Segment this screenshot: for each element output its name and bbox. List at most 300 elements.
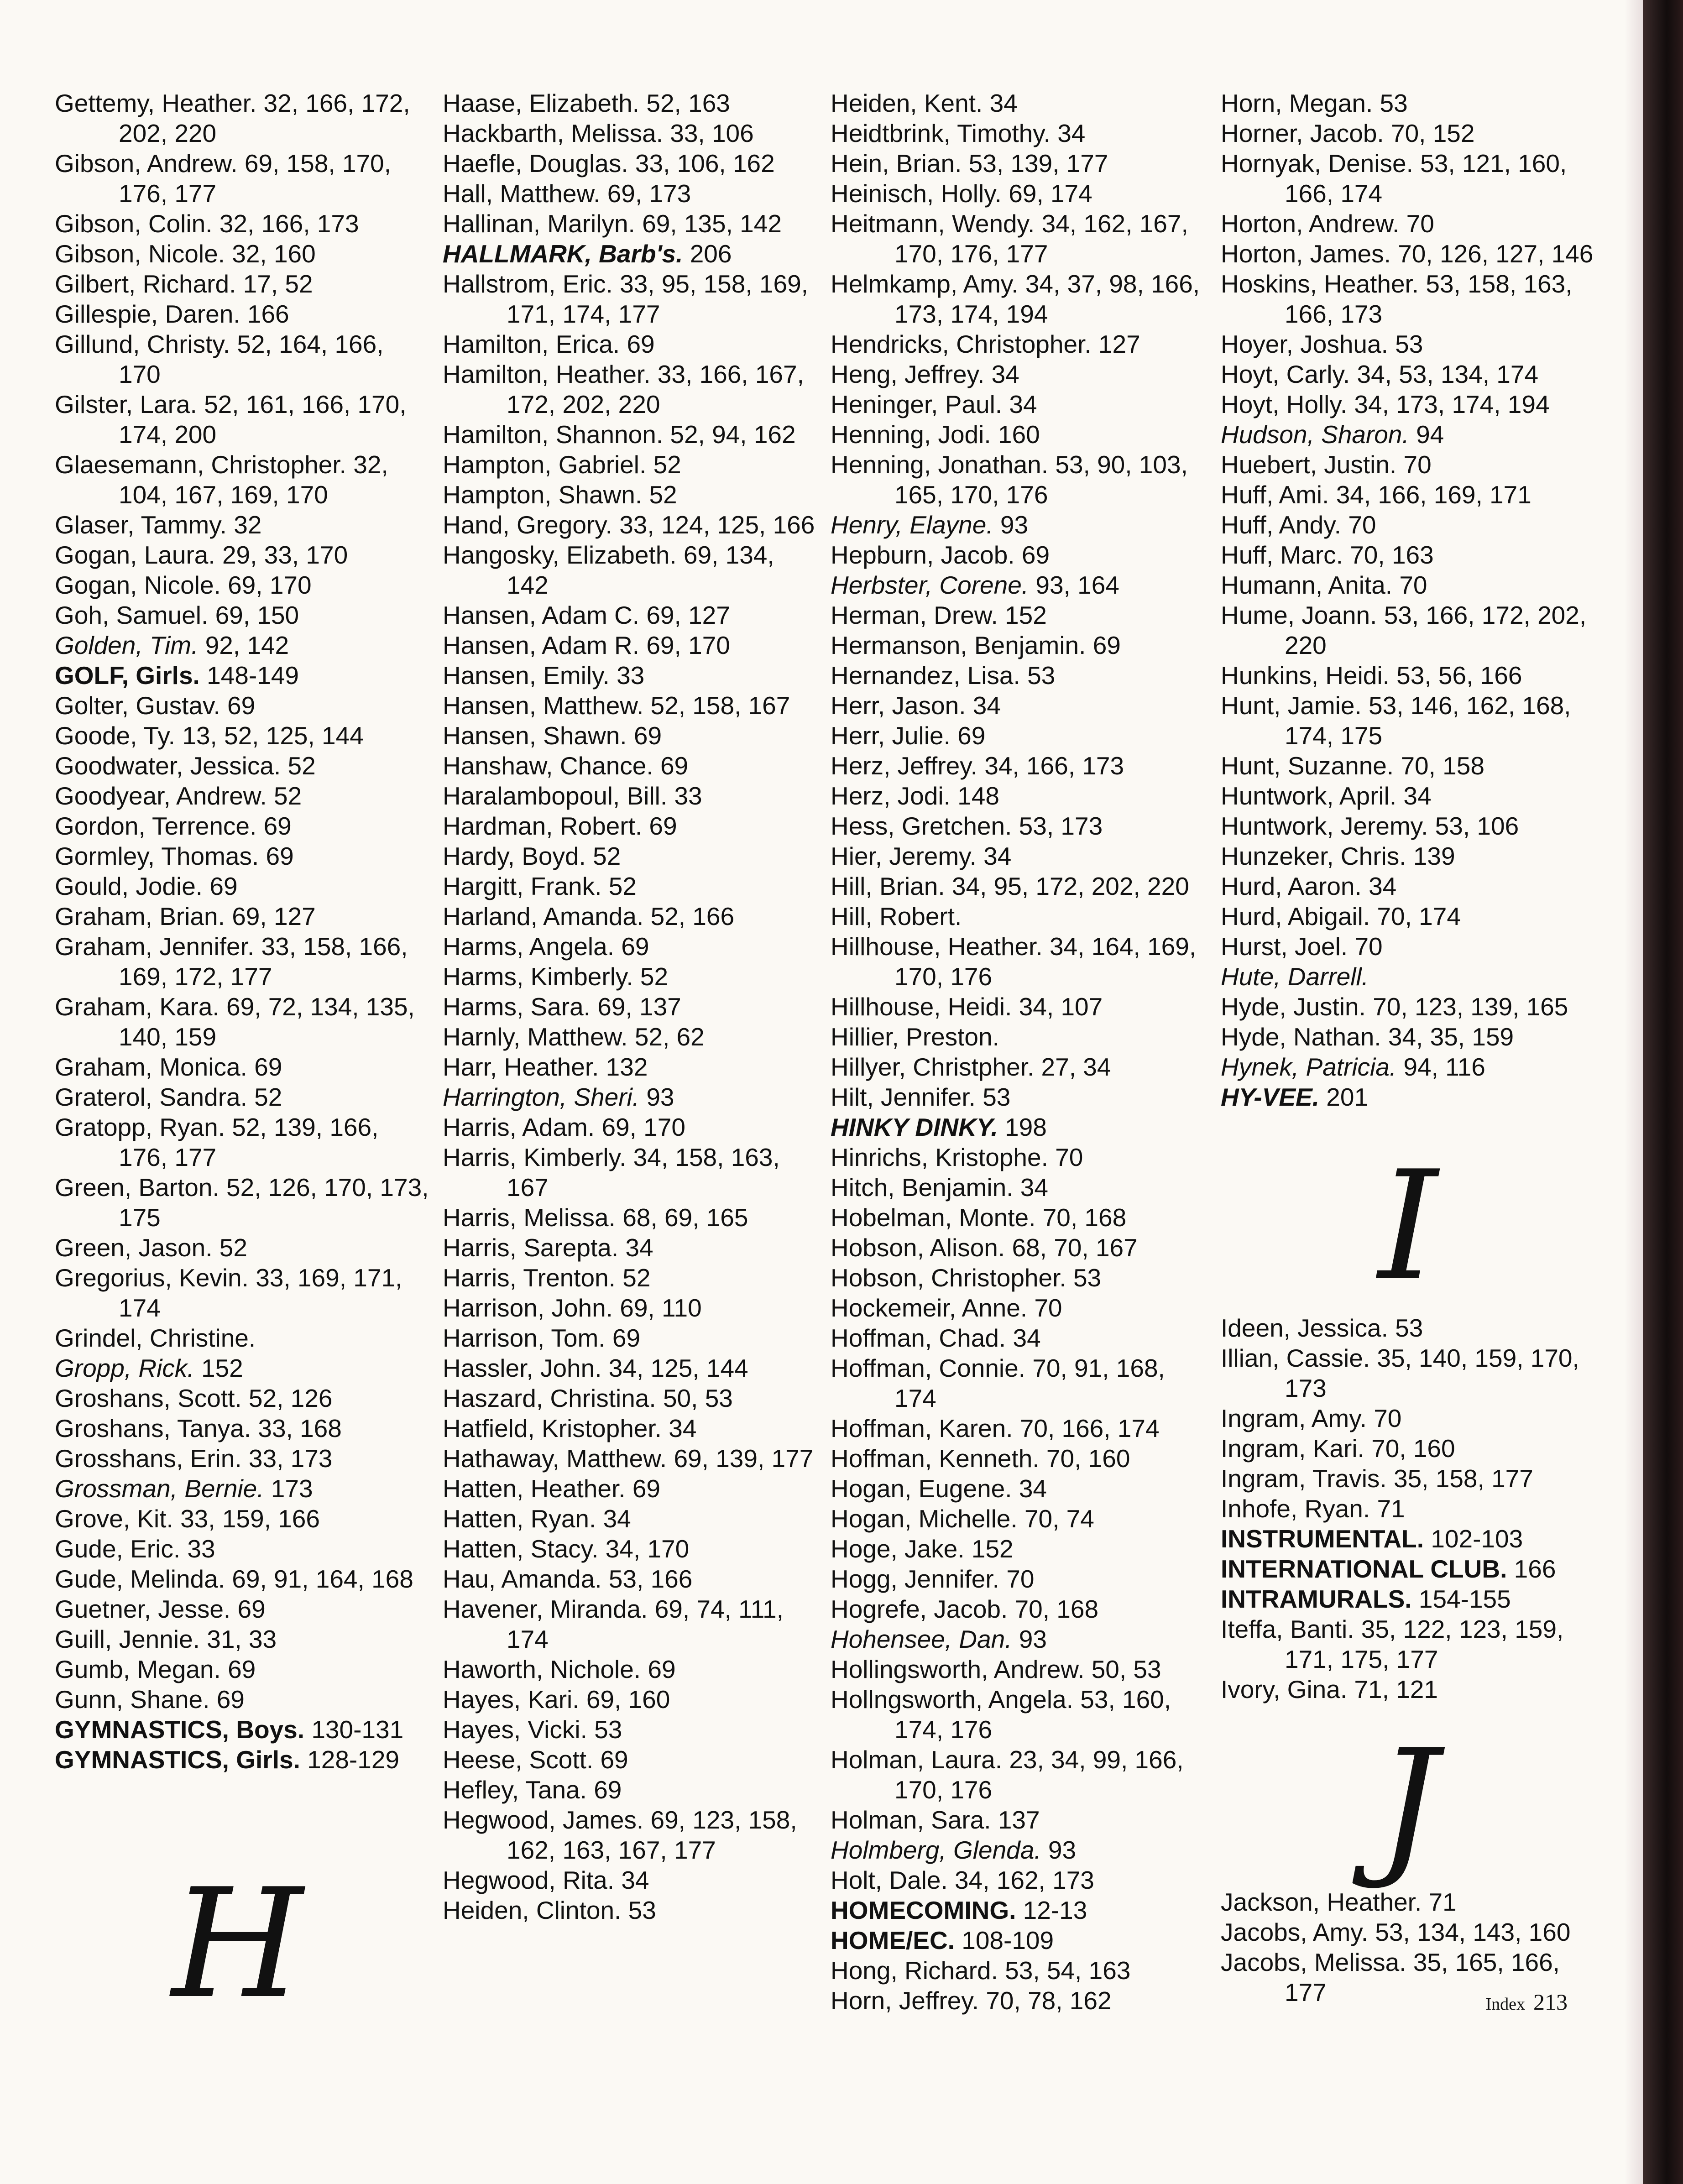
entry-pages: 70, 78, 162 xyxy=(986,1986,1112,2015)
entry-pages: 33, 124, 125, 166 xyxy=(619,511,815,539)
index-entry xyxy=(55,1082,429,1112)
index-entry xyxy=(443,540,817,600)
entry-name: Horton, James. xyxy=(1221,240,1391,268)
index-entry xyxy=(443,841,817,871)
entry-pages: 33, 159, 166 xyxy=(180,1505,320,1533)
entry-name: Hobson, Christopher. xyxy=(831,1264,1066,1292)
entry-name: Holman, Sara. xyxy=(831,1806,991,1834)
entry-pages: 70 xyxy=(1006,1565,1035,1593)
index-entry xyxy=(55,570,429,600)
entry-pages: 166 xyxy=(1514,1555,1556,1583)
index-entry xyxy=(55,148,429,209)
index-entry xyxy=(831,1413,1205,1443)
entry-pages: 69, 110 xyxy=(620,1294,702,1322)
index-entry xyxy=(1221,1403,1595,1433)
index-entry xyxy=(831,721,1205,751)
entry-name: Holt, Dale. xyxy=(831,1866,948,1894)
index-entry xyxy=(443,118,817,148)
index-entry xyxy=(55,751,429,781)
entry-pages: 69, 137 xyxy=(597,993,681,1021)
entry-pages: 69 xyxy=(600,1745,628,1774)
entry-name: Groshans, Scott. xyxy=(55,1384,242,1412)
index-entry xyxy=(1221,269,1595,329)
entry-name: Gunn, Shane. xyxy=(55,1685,210,1714)
entry-pages: 52, 139, 166, 176, 177 xyxy=(119,1113,379,1171)
entry-name: Hepburn, Jacob. xyxy=(831,541,1015,569)
index-entry xyxy=(443,449,817,480)
index-entry xyxy=(443,961,817,992)
h-section-continued xyxy=(1221,88,1595,1112)
index-entry xyxy=(55,269,429,299)
entry-pages: 93 xyxy=(1048,1836,1077,1864)
entry-pages: 70, 160 xyxy=(1046,1444,1130,1473)
index-entry xyxy=(1221,1022,1595,1052)
index-entry xyxy=(443,1775,817,1805)
entry-name: Huff, Andy. xyxy=(1221,511,1341,539)
entry-pages: 35, 140, 159, 170, 173 xyxy=(1285,1344,1579,1402)
entry-pages: 69 xyxy=(263,812,292,840)
entry-pages: 33, 106 xyxy=(670,119,754,147)
index-entry xyxy=(443,1504,817,1534)
index-entry xyxy=(443,1082,817,1112)
entry-pages: 13, 52, 125, 144 xyxy=(182,721,364,750)
index-entry xyxy=(55,88,429,148)
entry-name: Henry, Elayne. xyxy=(831,511,993,539)
entry-name: Hillhouse, Heidi. xyxy=(831,993,1012,1021)
entry-pages: 52 xyxy=(649,481,677,509)
entry-pages: 52, 166 xyxy=(650,902,735,930)
entry-name: Horn, Jeffrey. xyxy=(831,1986,979,2015)
entry-pages: 69 xyxy=(632,1474,660,1503)
entry-name: Harland, Amanda. xyxy=(443,902,644,930)
entry-name: Green, Barton. xyxy=(55,1173,220,1202)
index-entry xyxy=(443,1534,817,1564)
entry-pages: 69, 127 xyxy=(232,902,316,930)
index-entry xyxy=(831,1654,1205,1684)
entry-name: Holman, Laura. xyxy=(831,1745,1003,1774)
entry-name: Harrington, Sheri. xyxy=(443,1083,640,1111)
index-entry xyxy=(443,1865,817,1895)
entry-name: Grosshans, Erin. xyxy=(55,1444,242,1473)
entry-name: Herr, Jason. xyxy=(831,691,966,720)
index-entry xyxy=(55,1233,429,1263)
index-entry xyxy=(443,1745,817,1775)
index-entry xyxy=(443,1052,817,1082)
entry-pages: 34 xyxy=(1019,1474,1047,1503)
entry-name: Hyde, Justin. xyxy=(1221,993,1366,1021)
entry-pages: 70, 168 xyxy=(1042,1203,1127,1232)
entry-name: Harris, Melissa. xyxy=(443,1203,616,1232)
entry-pages: 53 xyxy=(1027,661,1056,690)
entry-pages: 69 xyxy=(660,752,689,780)
entry-pages: 34 xyxy=(1369,872,1397,900)
index-entry xyxy=(443,1202,817,1233)
entry-pages: 69 xyxy=(612,1324,641,1352)
index-entry xyxy=(1221,1433,1595,1463)
entry-pages: 53, 106 xyxy=(1435,812,1519,840)
index-entry xyxy=(443,329,817,359)
entry-pages: 35, 158, 177 xyxy=(1394,1464,1533,1493)
entry-pages: 93, 164 xyxy=(1035,571,1119,599)
index-entry xyxy=(1221,1463,1595,1494)
entry-pages: 132 xyxy=(606,1053,648,1081)
index-entry xyxy=(1221,992,1595,1022)
entry-name: Goh, Samuel. xyxy=(55,601,209,629)
entry-name: Harris, Sarepta. xyxy=(443,1233,619,1262)
index-entry xyxy=(1221,1614,1595,1674)
entry-pages: 53, 158, 163, 166, 173 xyxy=(1285,270,1573,328)
entry-pages: 17, 52 xyxy=(243,270,313,298)
entry-name: Hynek, Patricia. xyxy=(1221,1053,1397,1081)
entry-pages: 69, 134, 142 xyxy=(507,541,774,599)
index-entry xyxy=(831,690,1205,721)
entry-name: Hansen, Shawn. xyxy=(443,721,627,750)
entry-pages: 69, 139, 177 xyxy=(674,1444,814,1473)
index-entry xyxy=(443,1293,817,1323)
entry-pages: 69 xyxy=(957,721,986,750)
entry-pages: 69, 127 xyxy=(646,601,730,629)
entry-pages: 53, 121, 160, 166, 174 xyxy=(1285,149,1567,208)
entry-pages: 69 xyxy=(254,1053,282,1081)
index-entry xyxy=(443,690,817,721)
entry-pages: 152 xyxy=(971,1535,1014,1563)
entry-pages: 53, 56, 166 xyxy=(1396,661,1522,690)
entry-name: Harnly, Matthew. xyxy=(443,1023,628,1051)
entry-pages: 53, 166 xyxy=(608,1565,693,1593)
entry-name: Hurst, Joel. xyxy=(1221,932,1348,961)
entry-pages: 34, 170 xyxy=(605,1535,690,1563)
entry-pages: 68, 69, 165 xyxy=(622,1203,748,1232)
entry-name: Hallinan, Marilyn. xyxy=(443,209,635,238)
index-entry xyxy=(831,1022,1205,1052)
entry-name: GYMNASTICS, Boys. xyxy=(55,1715,305,1744)
entry-pages: 52 xyxy=(274,782,302,810)
entry-name: Haefle, Douglas. xyxy=(443,149,628,178)
index-entry xyxy=(831,1624,1205,1654)
entry-name: Graham, Jennifer. xyxy=(55,932,255,961)
index-entry xyxy=(55,1564,429,1594)
entry-pages: 52 xyxy=(640,962,669,991)
entry-name: Hunkins, Heidi. xyxy=(1221,661,1390,690)
entry-name: Jacobs, Melissa. xyxy=(1221,1948,1406,1976)
entry-pages: 198 xyxy=(1005,1113,1047,1141)
entry-pages: 52, 164, 166, 170 xyxy=(119,330,384,388)
entry-name: Gettemy, Heather. xyxy=(55,89,257,117)
entry-name: GOLF, Girls. xyxy=(55,661,200,690)
entry-name: Heitmann, Wendy. xyxy=(831,209,1035,238)
entry-pages: 50, 53 xyxy=(663,1384,733,1412)
index-entry xyxy=(831,1112,1205,1142)
index-entry xyxy=(443,148,817,178)
index-entry xyxy=(443,480,817,510)
entry-name: Herr, Julie. xyxy=(831,721,951,750)
index-entry xyxy=(443,178,817,209)
entry-pages: 69 xyxy=(627,330,655,358)
index-entry xyxy=(831,1684,1205,1745)
index-entry xyxy=(831,660,1205,690)
index-entry xyxy=(55,1654,429,1684)
index-entry xyxy=(55,239,429,269)
entry-pages: 70 xyxy=(1399,571,1427,599)
index-entry xyxy=(55,630,429,660)
entry-pages: 53, 134, 143, 160 xyxy=(1375,1918,1571,1946)
entry-pages: 160 xyxy=(998,420,1040,449)
entry-pages: 69, 160 xyxy=(586,1685,670,1714)
entry-pages: 52, 163 xyxy=(646,89,730,117)
entry-name: Gogan, Laura. xyxy=(55,541,215,569)
entry-pages: 53, 146, 162, 168, 174, 175 xyxy=(1285,691,1571,750)
entry-name: Hunt, Jamie. xyxy=(1221,691,1362,720)
index-entry xyxy=(443,1473,817,1504)
index-entry xyxy=(55,1263,429,1323)
entry-name: Hoge, Jake. xyxy=(831,1535,965,1563)
entry-name: Gregorius, Kevin. xyxy=(55,1264,249,1292)
entry-name: Hill, Robert. xyxy=(831,902,962,930)
entry-pages: 53 xyxy=(1073,1264,1102,1292)
entry-name: Iteffa, Banti. xyxy=(1221,1615,1354,1643)
index-column-2 xyxy=(443,88,817,1925)
entry-name: INTRAMURALS. xyxy=(1221,1585,1412,1613)
entry-pages: 71 xyxy=(1377,1494,1405,1523)
entry-name: Henning, Jonathan. xyxy=(831,450,1049,479)
entry-name: Hume, Joann. xyxy=(1221,601,1377,629)
index-entry xyxy=(55,329,429,389)
entry-pages: 34 xyxy=(972,691,1001,720)
entry-name: Hatten, Heather. xyxy=(443,1474,626,1503)
entry-pages: 32, 104, 167, 169, 170 xyxy=(119,450,388,509)
entry-name: Ingram, Amy. xyxy=(1221,1404,1367,1432)
entry-name: Hitch, Benjamin. xyxy=(831,1173,1014,1202)
index-entry xyxy=(55,721,429,751)
index-entry xyxy=(55,1172,429,1233)
entry-name: Green, Jason. xyxy=(55,1233,213,1262)
entry-name: Hoskins, Heather. xyxy=(1221,270,1419,298)
index-entry xyxy=(831,1985,1205,2016)
entry-pages: 34 xyxy=(989,89,1018,117)
index-entry xyxy=(1221,961,1595,992)
index-entry xyxy=(1221,359,1595,389)
entry-pages: 33 xyxy=(617,661,645,690)
entry-pages: 166 xyxy=(247,300,289,328)
entry-name: Heng, Jeffrey. xyxy=(831,360,985,388)
index-entry xyxy=(1221,449,1595,480)
entry-pages: 34 xyxy=(1057,119,1086,147)
index-entry xyxy=(831,118,1205,148)
entry-pages: 130-131 xyxy=(311,1715,404,1744)
entry-pages: 34 xyxy=(603,1505,631,1533)
entry-pages: 70 xyxy=(1348,511,1376,539)
index-entry xyxy=(831,1594,1205,1624)
entry-pages: 69, 72, 134, 135, 140, 159 xyxy=(119,993,415,1051)
entry-pages: 69, 174 xyxy=(1009,179,1092,208)
entry-pages: 53, 90, 103, 165, 170, 176 xyxy=(894,450,1188,509)
index-entry xyxy=(831,1504,1205,1534)
index-entry xyxy=(831,931,1205,992)
entry-pages: 52 xyxy=(219,1233,247,1262)
entry-pages: 152 xyxy=(1005,601,1047,629)
index-entry xyxy=(831,630,1205,660)
entry-name: Hobson, Alison. xyxy=(831,1233,1005,1262)
index-entry xyxy=(443,871,817,901)
entry-name: INTERNATIONAL CLUB. xyxy=(1221,1555,1507,1583)
entry-name: Harrison, John. xyxy=(443,1294,613,1322)
index-entry xyxy=(831,269,1205,329)
entry-name: Herz, Jeffrey. xyxy=(831,752,977,780)
entry-name: Hobelman, Monte. xyxy=(831,1203,1036,1232)
index-entry xyxy=(55,1473,429,1504)
entry-pages: 34, 53, 134, 174 xyxy=(1357,360,1539,388)
index-entry xyxy=(831,178,1205,209)
entry-pages: 70, 91, 168, 174 xyxy=(894,1354,1165,1412)
index-entry xyxy=(55,510,429,540)
entry-pages: 52, 62 xyxy=(634,1023,705,1051)
entry-name: Ideen, Jessica. xyxy=(1221,1314,1388,1342)
entry-name: Hogan, Eugene. xyxy=(831,1474,1012,1503)
entry-name: Huff, Marc. xyxy=(1221,541,1343,569)
entry-name: Hampton, Shawn. xyxy=(443,481,643,509)
entry-pages: 128-129 xyxy=(307,1745,400,1774)
entry-pages: 33 xyxy=(674,782,702,810)
entry-name: Hollngsworth, Angela. xyxy=(831,1685,1073,1714)
entry-name: Hatten, Ryan. xyxy=(443,1505,596,1533)
index-entry xyxy=(1221,751,1595,781)
entry-pages: 154-155 xyxy=(1418,1585,1511,1613)
entry-pages: 94 xyxy=(1416,420,1444,449)
entry-name: Gibson, Nicole. xyxy=(55,240,225,268)
index-entry xyxy=(55,389,429,449)
entry-pages: 94, 116 xyxy=(1403,1053,1485,1081)
entry-pages: 35, 165, 166, 177 xyxy=(1285,1948,1560,2006)
index-entry xyxy=(443,931,817,961)
entry-name: Hillyer, Christpher. xyxy=(831,1053,1035,1081)
entry-pages: 29, 33, 170 xyxy=(222,541,348,569)
index-entry xyxy=(443,781,817,811)
index-entry xyxy=(443,992,817,1022)
index-entry xyxy=(443,1594,817,1654)
entry-pages: 70, 168 xyxy=(1014,1595,1099,1623)
entry-pages: 69, 135, 142 xyxy=(642,209,782,238)
entry-pages: 70, 123, 139, 165 xyxy=(1373,993,1568,1021)
page-edge-shadow xyxy=(1625,0,1643,2184)
index-entry xyxy=(1221,871,1595,901)
entry-name: Ingram, Travis. xyxy=(1221,1464,1387,1493)
entry-name: Hallstrom, Eric. xyxy=(443,270,613,298)
entry-name: Hurd, Aaron. xyxy=(1221,872,1362,900)
index-entry xyxy=(831,389,1205,419)
entry-name: Hall, Matthew. xyxy=(443,179,601,208)
entry-name: Graham, Brian. xyxy=(55,902,225,930)
index-entry xyxy=(831,1564,1205,1594)
entry-pages: 52, 161, 166, 170, 174, 200 xyxy=(119,390,407,449)
entry-pages: 69 xyxy=(209,872,238,900)
entry-name: Harris, Trenton. xyxy=(443,1264,616,1292)
entry-pages: 70 xyxy=(1406,209,1434,238)
entry-pages: 32 xyxy=(234,511,262,539)
index-entry xyxy=(831,1142,1205,1172)
index-entry xyxy=(443,1564,817,1594)
entry-pages: 70, 163 xyxy=(1350,541,1434,569)
index-entry xyxy=(443,1714,817,1745)
index-entry xyxy=(831,751,1205,781)
index-entry xyxy=(831,1202,1205,1233)
entry-name: Herman, Drew. xyxy=(831,601,998,629)
entry-pages: 69, 173 xyxy=(607,179,691,208)
entry-name: Hoffman, Karen. xyxy=(831,1414,1013,1442)
entry-pages: 34, 162, 173 xyxy=(955,1866,1094,1894)
index-entry xyxy=(831,1955,1205,1985)
entry-name: Gillund, Christy. xyxy=(55,330,230,358)
entry-pages: 12-13 xyxy=(1023,1896,1087,1924)
entry-pages: 53 xyxy=(983,1083,1011,1111)
entry-pages: 69 xyxy=(648,1655,676,1683)
entry-pages: 34 xyxy=(621,1866,649,1894)
entry-name: Graterol, Sandra. xyxy=(55,1083,247,1111)
index-entry xyxy=(831,1473,1205,1504)
entry-name: Hohensee, Dan. xyxy=(831,1625,1012,1653)
index-entry xyxy=(443,1413,817,1443)
entry-name: Hillhouse, Heather. xyxy=(831,932,1043,961)
entry-name: Gogan, Nicole. xyxy=(55,571,221,599)
index-entry xyxy=(1221,660,1595,690)
entry-name: Hansen, Matthew. xyxy=(443,691,644,720)
entry-pages: 173 xyxy=(271,1474,313,1503)
entry-name: Gropp, Rick. xyxy=(55,1354,194,1382)
entry-name: Haszard, Christina. xyxy=(443,1384,656,1412)
entry-name: Hanshaw, Chance. xyxy=(443,752,653,780)
entry-pages: 33, 169, 171, 174 xyxy=(119,1264,402,1322)
entry-pages: 139 xyxy=(1413,842,1455,870)
entry-pages: 69 xyxy=(228,1655,256,1683)
entry-name: Hathaway, Matthew. xyxy=(443,1444,667,1473)
index-entry xyxy=(55,1443,429,1473)
index-entry xyxy=(443,721,817,751)
index-entry xyxy=(55,931,429,992)
entry-name: Groshans, Tanya. xyxy=(55,1414,251,1442)
entry-pages: 34, 173, 174, 194 xyxy=(1354,390,1550,418)
entry-name: HOMECOMING. xyxy=(831,1896,1016,1924)
index-entry xyxy=(443,630,817,660)
entry-name: Hoyt, Carly. xyxy=(1221,360,1350,388)
entry-name: Golden, Tim. xyxy=(55,631,199,659)
index-entry xyxy=(1221,901,1595,931)
entry-pages: 32, 166, 173 xyxy=(219,209,359,238)
entry-name: Gumb, Megan. xyxy=(55,1655,221,1683)
entry-pages: 53 xyxy=(1395,330,1423,358)
entry-name: Heiden, Clinton. xyxy=(443,1896,622,1924)
entry-pages: 69 xyxy=(237,1595,266,1623)
entry-name: Hornyak, Denise. xyxy=(1221,149,1413,178)
index-entry xyxy=(55,1714,429,1745)
entry-name: Gude, Eric. xyxy=(55,1535,181,1563)
entry-name: Herbster, Corene. xyxy=(831,571,1029,599)
index-entry xyxy=(831,1865,1205,1895)
index-column-3 xyxy=(831,88,1205,2016)
entry-name: Hardman, Robert. xyxy=(443,812,643,840)
index-entry xyxy=(831,329,1205,359)
entry-name: Hier, Jeremy. xyxy=(831,842,977,870)
entry-name: Grossman, Bernie. xyxy=(55,1474,264,1503)
entry-pages: 69 xyxy=(1092,631,1121,659)
entry-pages: 34 xyxy=(669,1414,697,1442)
entry-name: Haase, Elizabeth. xyxy=(443,89,640,117)
entry-pages: 34 xyxy=(1009,390,1037,418)
entry-name: Horton, Andrew. xyxy=(1221,209,1400,238)
entry-pages: 148-149 xyxy=(207,661,299,690)
entry-pages: 53, 166, 172, 202, 220 xyxy=(1285,601,1587,659)
entry-pages: 50, 53 xyxy=(1091,1655,1161,1683)
entry-name: Henning, Jodi. xyxy=(831,420,991,449)
entry-name: Goode, Ty. xyxy=(55,721,175,750)
